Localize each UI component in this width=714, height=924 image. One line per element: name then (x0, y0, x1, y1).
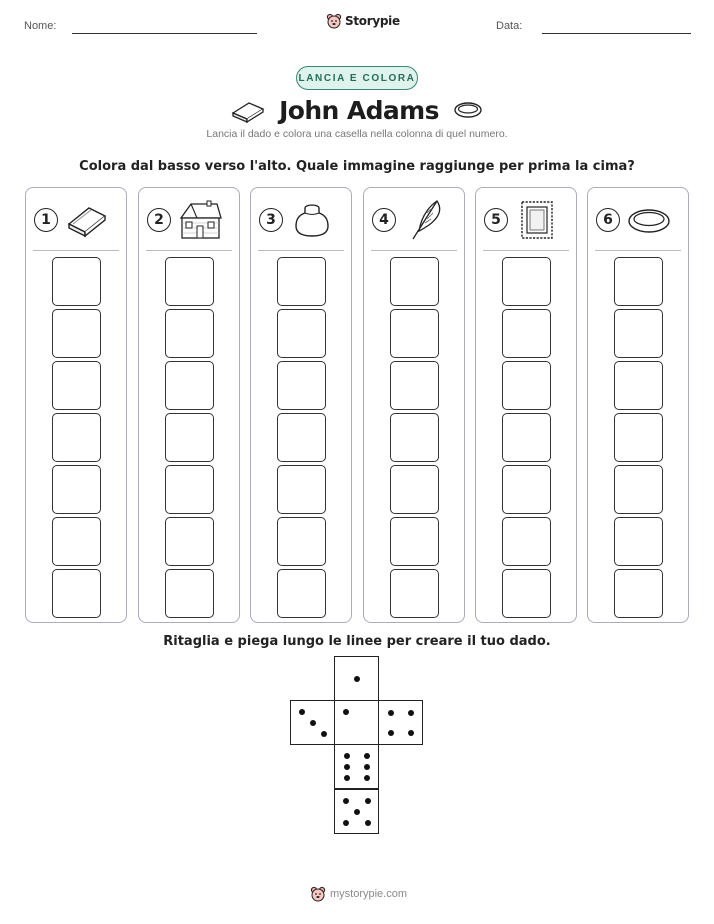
die-face-1 (334, 656, 379, 701)
die-face-1 (334, 700, 379, 745)
color-box[interactable] (390, 465, 439, 514)
title-row (0, 90, 714, 130)
column-4 (363, 187, 465, 623)
die-dot (344, 775, 350, 781)
color-box[interactable] (614, 569, 663, 618)
color-box[interactable] (390, 517, 439, 566)
inkwell-icon (292, 200, 332, 240)
date-line (542, 33, 691, 34)
color-box[interactable] (52, 257, 101, 306)
color-box[interactable] (165, 517, 214, 566)
color-box[interactable] (165, 257, 214, 306)
color-box[interactable] (277, 257, 326, 306)
column-divider (146, 250, 232, 251)
column-number: 3 (259, 208, 283, 232)
column-6 (587, 187, 689, 623)
color-box[interactable] (502, 257, 551, 306)
activity-badge: LANCIA E COLORA (296, 66, 418, 90)
ring-icon (453, 100, 483, 120)
bear-icon (310, 886, 326, 902)
color-box[interactable] (614, 257, 663, 306)
name-label: Nome: (24, 20, 57, 32)
die-face-3 (290, 700, 335, 745)
color-box[interactable] (502, 569, 551, 618)
die-dot (365, 820, 371, 826)
die-dot (343, 709, 349, 715)
color-box[interactable] (614, 465, 663, 514)
column-number: 4 (372, 208, 396, 232)
die-dot (299, 709, 305, 715)
color-box[interactable] (277, 413, 326, 462)
color-box[interactable] (52, 569, 101, 618)
column-divider (33, 250, 119, 251)
color-box[interactable] (390, 257, 439, 306)
color-box[interactable] (390, 361, 439, 410)
die-dot (354, 809, 360, 815)
color-box[interactable] (502, 361, 551, 410)
column-divider (371, 250, 457, 251)
column-divider (595, 250, 681, 251)
column-number: 2 (147, 208, 171, 232)
color-box[interactable] (165, 309, 214, 358)
die-dot (310, 720, 316, 726)
color-box[interactable] (165, 361, 214, 410)
die-dot (364, 753, 370, 759)
color-box[interactable] (614, 309, 663, 358)
footer (310, 886, 407, 902)
color-box[interactable] (390, 413, 439, 462)
color-box[interactable] (502, 413, 551, 462)
color-box[interactable] (502, 517, 551, 566)
column-2 (138, 187, 240, 623)
column-divider (483, 250, 569, 251)
ring-icon (626, 205, 672, 235)
die-dot (344, 753, 350, 759)
color-box[interactable] (277, 569, 326, 618)
column-number: 1 (34, 208, 58, 232)
stamp-icon (519, 199, 555, 241)
quill-icon (405, 199, 445, 241)
color-box[interactable] (277, 465, 326, 514)
column-number: 6 (596, 208, 620, 232)
column-1 (25, 187, 127, 623)
page-title: John Adams (279, 95, 439, 125)
die-dot (344, 764, 350, 770)
color-box[interactable] (390, 569, 439, 618)
column-3 (250, 187, 352, 623)
column-divider (258, 250, 344, 251)
die-dot (343, 798, 349, 804)
date-label: Data: (496, 20, 523, 32)
color-box[interactable] (614, 517, 663, 566)
color-box[interactable] (52, 465, 101, 514)
color-box[interactable] (52, 309, 101, 358)
column-5 (475, 187, 577, 623)
die-dot (364, 764, 370, 770)
die-face-5 (334, 789, 379, 834)
die-dot (388, 710, 394, 716)
die-dot (408, 710, 414, 716)
color-box[interactable] (165, 465, 214, 514)
color-box[interactable] (614, 413, 663, 462)
die-face-4 (378, 700, 423, 745)
name-line (72, 33, 257, 34)
footer-url[interactable]: mystorypie.com (330, 888, 408, 900)
cut-instruction: Ritaglia e piega lungo le linee per creare il tuo dado. (163, 634, 551, 649)
column-number: 5 (484, 208, 508, 232)
color-box[interactable] (277, 361, 326, 410)
die-dot (408, 730, 414, 736)
color-box[interactable] (52, 517, 101, 566)
color-box[interactable] (614, 361, 663, 410)
color-box[interactable] (390, 309, 439, 358)
die-dot (343, 820, 349, 826)
book-icon (65, 200, 109, 240)
die-face-6 (334, 744, 379, 789)
bear-icon (326, 13, 342, 29)
die-dot (365, 798, 371, 804)
color-box[interactable] (502, 309, 551, 358)
color-box[interactable] (165, 569, 214, 618)
subtitle: Lancia il dado e colora una casella nella colonna di quel numero. (206, 128, 508, 140)
die-dot (388, 730, 394, 736)
color-box[interactable] (165, 413, 214, 462)
logo-text: Storypie (345, 14, 400, 28)
color-box[interactable] (277, 517, 326, 566)
house-icon (177, 200, 223, 240)
color-box[interactable] (52, 361, 101, 410)
storypie-logo (326, 13, 400, 29)
color-box[interactable] (52, 413, 101, 462)
color-box[interactable] (277, 309, 326, 358)
die-dot (321, 731, 327, 737)
book-icon (231, 97, 265, 123)
die-dot (354, 676, 360, 682)
instruction: Colora dal basso verso l'alto. Quale immagine raggiunge per prima la cima? (79, 159, 635, 174)
color-box[interactable] (502, 465, 551, 514)
die-dot (364, 775, 370, 781)
